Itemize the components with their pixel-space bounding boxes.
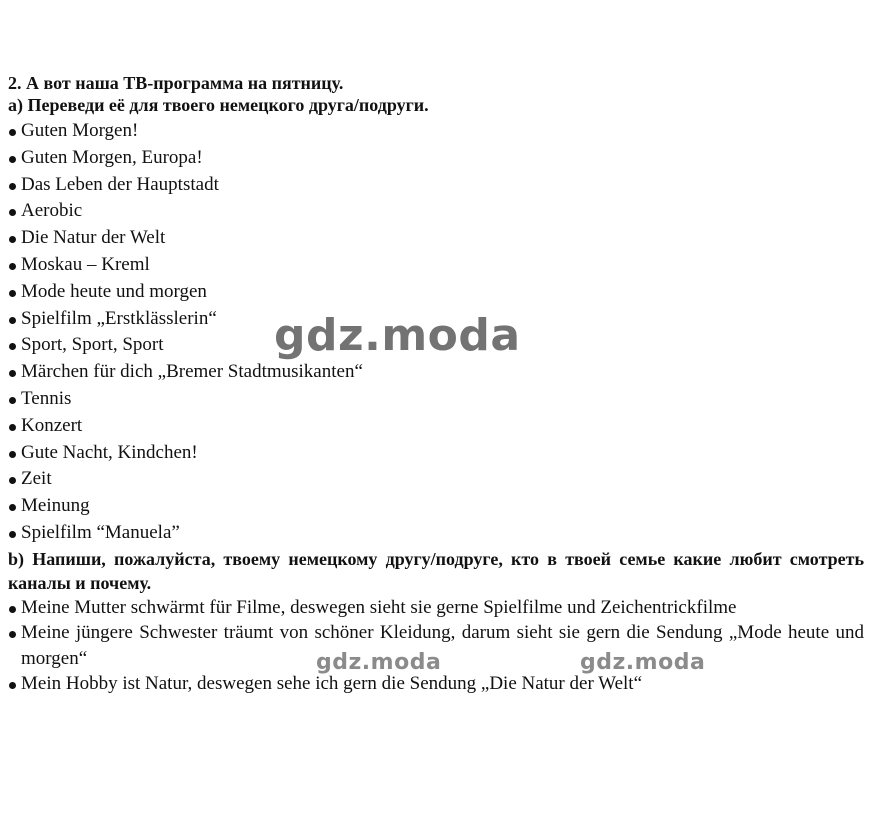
list-item: Gute Nacht, Kindchen! (8, 440, 864, 467)
list-item: Das Leben der Hauptstadt (8, 172, 864, 199)
task-title: 2. А вот наша ТВ-программа на пятницу. (8, 73, 344, 93)
answer-list (8, 595, 864, 697)
list-item: Meinung (8, 493, 864, 520)
list-item: Märchen für dich „Bremer Stadtmusikanten“ (8, 359, 864, 386)
answer-item: Meine Mutter schwärmt für Filme, deswegen sieht sie gerne Spielfilme und Zeichentrickfilme (8, 595, 864, 621)
list-item: Moskau – Kreml (8, 252, 864, 279)
list-item: Die Natur der Welt (8, 225, 864, 252)
list-item: Aerobic (8, 198, 864, 225)
list-item: Mode heute und morgen (8, 279, 864, 306)
list-item: Guten Morgen, Europa! (8, 145, 864, 172)
watermark-logo: gdz.moda (316, 650, 442, 675)
list-item: Sport, Sport, Sport (8, 332, 864, 359)
answer-item: Mein Hobby ist Natur, deswegen sehe ich gern die Sendung „Die Natur der Welt“ (8, 671, 864, 697)
task-part-a: а) Переведи её для твоего немецкого друга/подруги. (8, 95, 429, 115)
answer-item: Meine jüngere Schwester träumt von schöner Kleidung, darum sieht sie gern die Sendung „Mode heute und morgen“ (8, 620, 864, 671)
list-item: Tennis (8, 386, 864, 413)
watermark-logo: gdz.moda (274, 310, 521, 361)
task-part-b: b) Напиши, пожалуйста, твоему немецкому другу/подруге, кто в твоей семье какие любит смотреть каналы и почему. (8, 548, 864, 593)
watermark-logo: gdz.moda (580, 650, 706, 675)
list-item: Konzert (8, 413, 864, 440)
list-item: Spielfilm „Erstklässlerin“ (8, 306, 864, 333)
document-page (8, 72, 864, 697)
list-item: Zeit (8, 466, 864, 493)
list-item: Spielfilm “Manuela” (8, 520, 864, 547)
list-item: Guten Morgen! (8, 118, 864, 145)
program-list (8, 118, 864, 547)
